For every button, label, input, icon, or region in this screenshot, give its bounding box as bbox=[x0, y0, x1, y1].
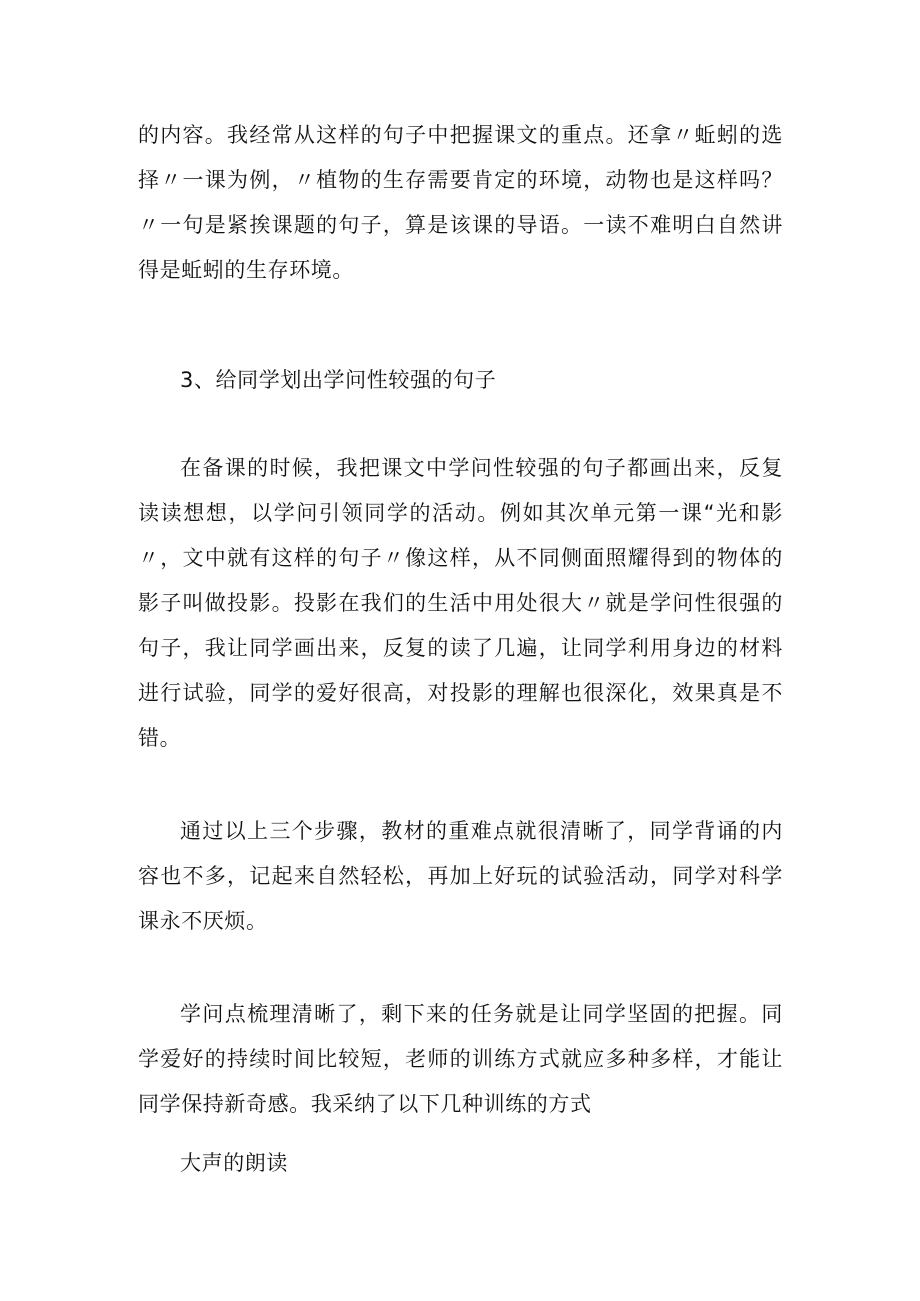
document-body bbox=[138, 113, 783, 1186]
paragraph-knowledge-sentences: 在备课的时候，我把课文中学问性较强的句子都画出来，反复读读想想，以学问引领同学的活动。例如其次单元第一课“光和影〃，文中就有这样的句子〃像这样，从不同侧面照耀得到的物体的影子叫做投影。投影在我们的生活中用处很大〃就是学问性很强的句子，我让同学画出来，反复的读了几遍，让同学利用身边的材料进行试验，同学的爱好很高，对投影的理解也很深化，效果真是不错。 bbox=[138, 456, 783, 750]
paragraph-summary: 通过以上三个步骤，教材的重难点就很清晰了，同学背诵的内容也不多，记起来自然轻松，再加上好玩的试验活动，同学对科学课永不厌烦。 bbox=[138, 819, 783, 933]
paragraph-training-methods: 学问点梳理清晰了，剩下来的任务就是让同学坚固的把握。同学爱好的持续时间比较短，老师的训练方式就应多种多样，才能让同学保持新奇感。我采纳了以下几种训练的方式 bbox=[138, 1002, 783, 1116]
paragraph-continuation: 的内容。我经常从这样的句子中把握课文的重点。还拿〃蚯蚓的选择〃一课为例，〃植物的生存需要肯定的环境，动物也是这样吗？〃一句是紧挨课题的句子，算是该课的导语。一读不难明白自然讲得是蚯蚓的生存环境。 bbox=[138, 123, 783, 282]
section-heading: 3、给同学划出学问性较强的句子 bbox=[180, 368, 497, 392]
subheading-read-aloud: 大声的朗读 bbox=[180, 1151, 288, 1175]
